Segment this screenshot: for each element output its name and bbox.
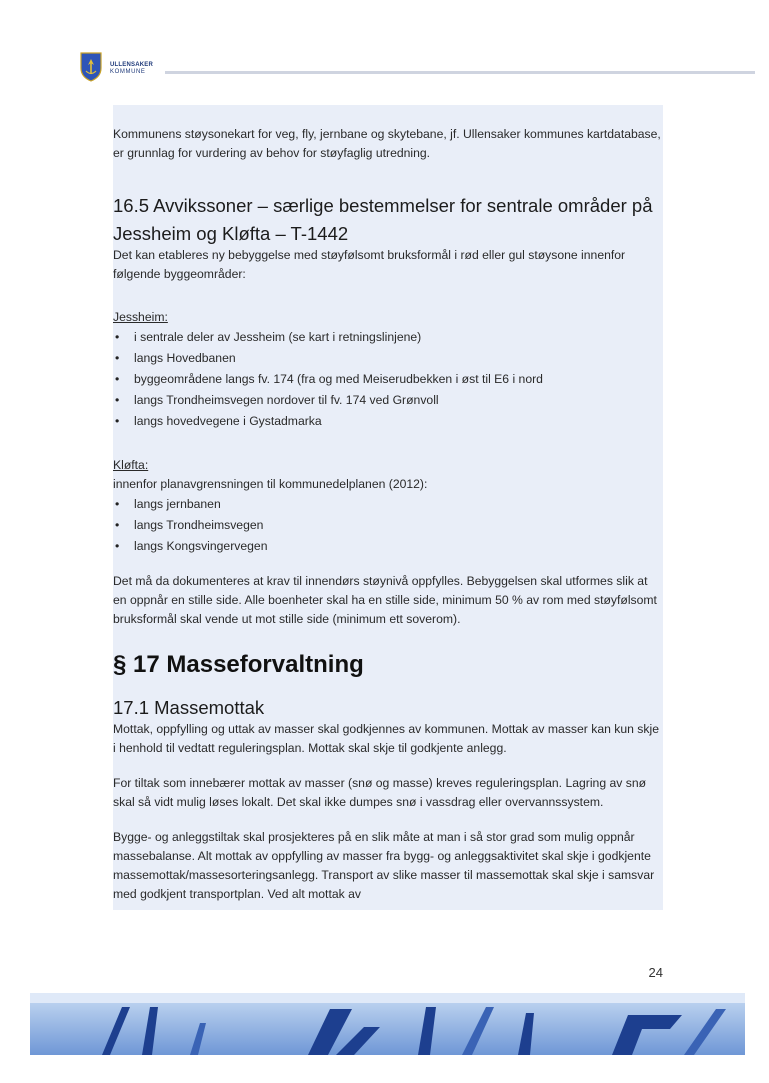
section-17-1-heading: 17.1 Massemottak [113, 697, 265, 718]
section-16-5-heading-line-1: 16.5 Avvikssoner – særlige bestemmelser for sentrale områder på [113, 195, 653, 216]
decorative-footer-band [30, 993, 745, 1055]
intro-paragraph: Kommunens støysonekart for veg, fly, jernbane og skytebane, jf. Ullensaker kommunes kartdatabase, er grunnlag for vurdering av behov for støyfaglig utredning. [113, 127, 661, 160]
list-item: • langs Hovedbanen [113, 348, 663, 369]
section-17-1-paragraph-2: For tiltak som innebærer mottak av masser (snø og masse) kreves reguleringsplan. Lagring av snø skal så vidt mulig løses lokalt. Det skal ikke dumpes snø i vassdrag eller overvannssystem. [113, 776, 647, 809]
section-17-1-paragraph-1: Mottak, oppfylling og uttak av masser skal godkjennes av kommunen. Mottak av masser kan kun skje i henhold til vedtatt reguleringsplan. Mottak skal skje til godkjente anlegg. [113, 722, 659, 755]
brand-line-2: KOMMUNE [110, 69, 146, 75]
list-item: • langs Kongsvingervegen [113, 536, 663, 557]
list-item: • byggeområdene langs fv. 174 (fra og med Meiserudbekken i øst til E6 i nord [113, 369, 663, 390]
municipal-crest-logo [80, 52, 102, 82]
brand-name [110, 62, 153, 76]
list-item: • langs hovedvegene i Gystadmarka [113, 411, 663, 432]
klofta-label: Kløfta: [113, 458, 149, 472]
page-number: 24 [648, 965, 663, 980]
header-rule [165, 71, 755, 74]
brand-line-1: ULLENSAKER [110, 62, 154, 68]
section-16-5-heading-line-2: Jessheim og Kløfta – T-1442 [113, 223, 349, 244]
section-17-title: § 17 Masseforvaltning [113, 651, 364, 678]
list-item: • i sentrale deler av Jessheim (se kart i retningslinjene) [113, 327, 663, 348]
section-16-5-closing: Det må da dokumenteres at krav til innendørs støynivå oppfylles. Bebyggelsen skal utformes slik at en oppnår en stille side. Alle boenheter skal ha en stille side, minimum 50 % av rom med støyfølsomt bruksformål skal vende ut mot stille side (minimum ett soverom). [113, 574, 657, 626]
page-header [80, 52, 760, 92]
page-content [113, 105, 663, 910]
jessheim-list [113, 327, 663, 432]
section-17-1-paragraph-3: Bygge- og anleggstiltak skal prosjekteres på en slik måte at man i så stor grad som mulig oppnår massebalanse. Alt mottak av oppfylling av masser fra bygg- og anleggsaktivitet skal skje i godkjente massemottak/massesorteringsanlegg. Transport av slike masser til massemottak skal skje i samsvar med godkjent transportplan. Ved alt mottak av [113, 830, 655, 901]
jessheim-label: Jessheim: [113, 310, 168, 324]
list-item: • langs Trondheimsvegen nordover til fv. 174 ved Grønvoll [113, 390, 663, 411]
klofta-lead: innenfor planavgrensningen til kommunedelplanen (2012): [113, 477, 428, 491]
list-item: • langs Trondheimsvegen [113, 515, 663, 536]
list-item: • langs jernbanen [113, 494, 663, 515]
section-16-5-lead: Det kan etableres ny bebyggelse med støyfølsomt bruksformål i rød eller gul støysone innenfor følgende byggeområder: [113, 248, 626, 281]
klofta-list [113, 494, 663, 557]
